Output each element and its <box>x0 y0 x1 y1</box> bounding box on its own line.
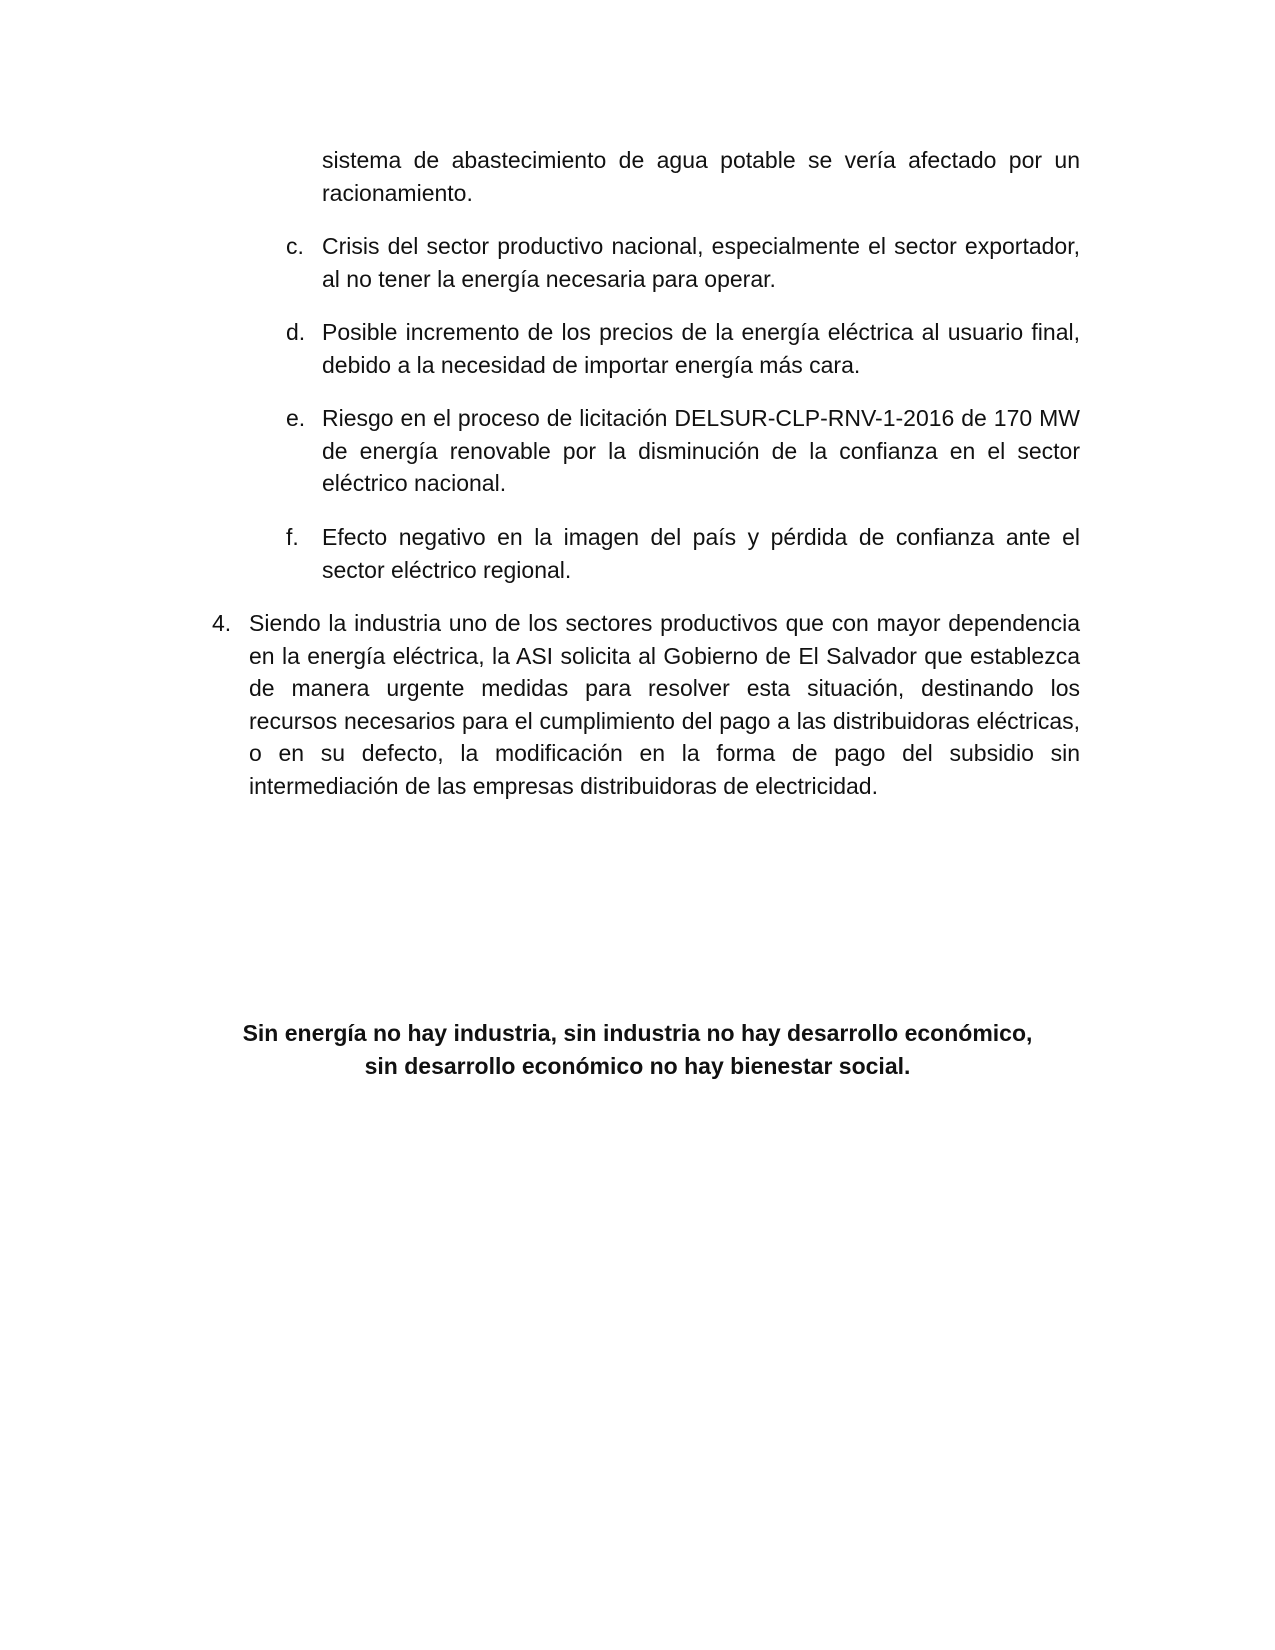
list-marker: e. <box>286 405 306 431</box>
list-item-text: Efecto negativo en la imagen del país y pérdida de confianza ante el sector eléctrico regional. <box>322 524 1080 583</box>
continued-paragraph: sistema de abastecimiento de agua potable se vería afectado por un racionamiento. <box>322 147 1080 206</box>
list-item-text: Siendo la industria uno de los sectores productivos que con mayor dependencia en la energía eléctrica, la ASI solicita al Gobierno de El Salvador que establezca de manera urgente medidas para resolver esta situación, destinando los recursos necesarios para el cumplimiento del pago a las distribuidoras eléctricas, o en su defecto, la modificación en la forma de pago del subsidio sin intermediación de las empresas distribuidoras de electricidad. <box>249 610 1080 799</box>
list-marker: d. <box>286 319 306 345</box>
list-item-text: Crisis del sector productivo nacional, especialmente el sector exportador, al no tener la energía necesaria para operar. <box>322 233 1080 292</box>
list-marker: f. <box>286 524 299 550</box>
list-item-text: Riesgo en el proceso de licitación DELSUR-CLP-RNV-1-2016 de 170 MW de energía renovable por la disminución de la confianza en el sector eléctrico nacional. <box>322 405 1080 496</box>
closing-line: Sin energía no hay industria, sin industria no hay desarrollo económico, <box>242 1020 1033 1046</box>
list-item-text: Posible incremento de los precios de la energía eléctrica al usuario final, debido a la necesidad de importar energía más cara. <box>322 319 1080 378</box>
closing-line: sin desarrollo económico no hay bienestar social. <box>364 1053 911 1079</box>
closing-statement <box>150 1017 1125 1083</box>
list-marker: 4. <box>212 610 232 636</box>
list-marker: c. <box>286 233 304 259</box>
